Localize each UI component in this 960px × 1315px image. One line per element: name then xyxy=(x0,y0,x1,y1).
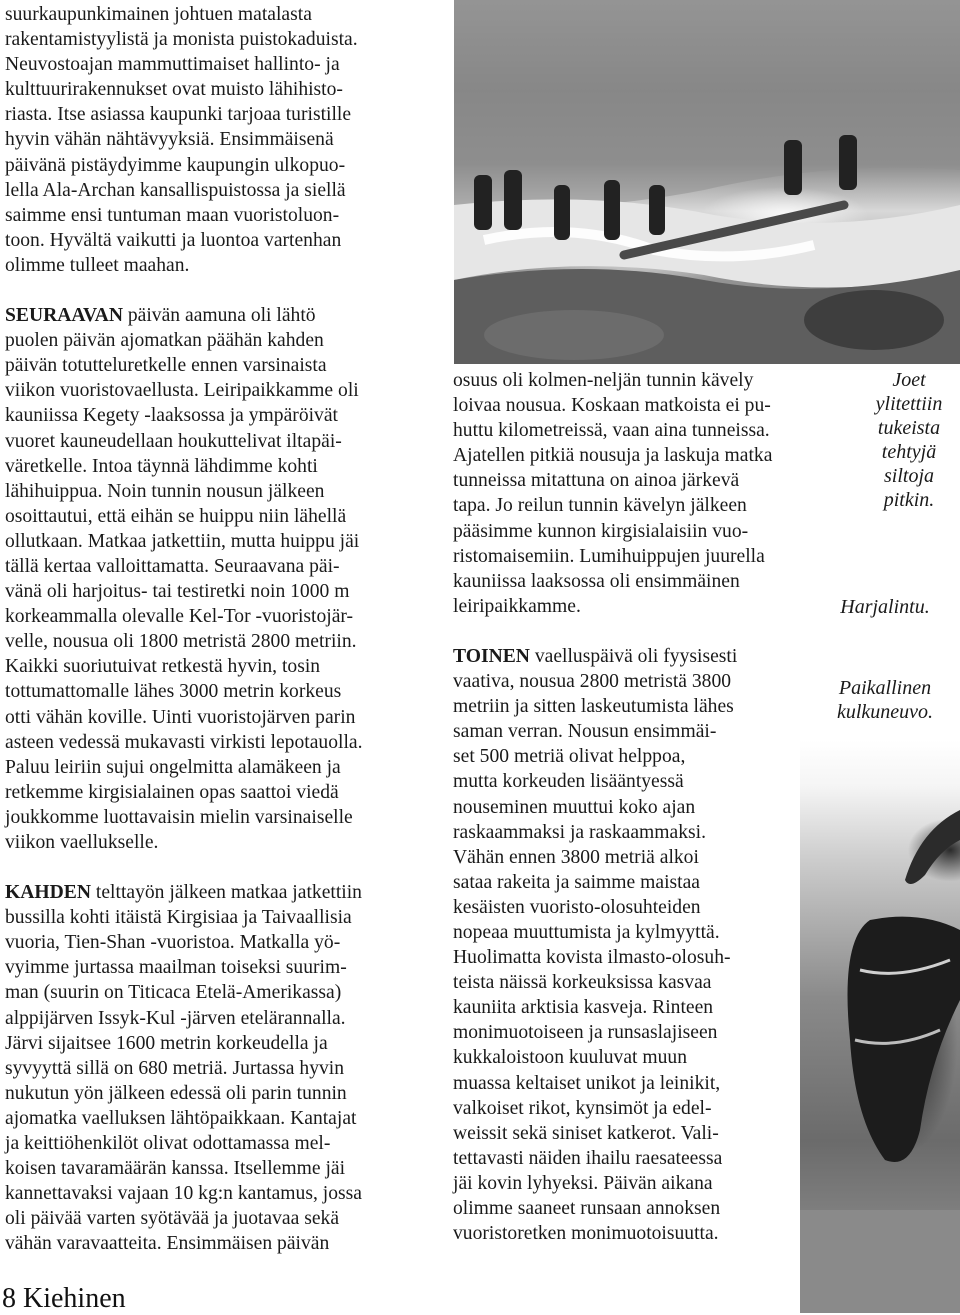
text-line: vuoret kauneudellaan houkuttelivat iltapäi- xyxy=(5,430,342,452)
text-line: bussilla kohti itäistä Kirgisiaa ja Taivaallisia xyxy=(5,907,352,929)
text-line: puolen päivän ajomatkan päähän kahden xyxy=(5,330,324,352)
caption-line: Paikallinen xyxy=(838,677,932,699)
text-line: ajomatka vaelluksen lähtöpaikkaan. Kantajat xyxy=(5,1107,357,1129)
caption-line: siltoja xyxy=(883,465,934,487)
caption-line: Joet xyxy=(892,369,926,391)
text-line: kauniissa laaksossa oli ensimmäinen xyxy=(453,570,740,592)
text-line: ristomaisemiin. Lumihuippujen juurella xyxy=(453,545,765,567)
text-line: asteen vedessä mukavasti virkisti lepotauolla. xyxy=(5,731,363,753)
horse-rider-illustration xyxy=(800,740,960,1313)
text-line: sataa rakeita ja saimme maistaa xyxy=(453,871,700,893)
text-line: kauniissa Kegety -laaksossa ja ympäröivät xyxy=(5,405,338,427)
text-line: huttu kilometreissä, vaan aina tunneissa. xyxy=(453,420,770,442)
paragraph-lead-word: TOINEN xyxy=(453,645,530,667)
text-line: suurkaupunkimainen johtuen matalasta xyxy=(5,4,312,25)
text-line: tällä kertaa valloittamatta. Seuraavana päi- xyxy=(5,555,340,577)
horse-rider-photo xyxy=(800,740,960,1313)
text-line-rest: vaelluspäivä oli fyysisesti xyxy=(529,645,738,667)
text-line: velle, nousua oli 1800 metristä 2800 metriin. xyxy=(5,631,357,653)
caption-line: tehtyjä xyxy=(881,441,937,463)
paragraph-continued xyxy=(453,368,833,619)
caption-line: ylitettiin xyxy=(875,393,943,415)
text-line: Neuvostoajan mammuttimaiset hallinto- ja xyxy=(5,54,340,76)
article-column-middle xyxy=(453,368,833,1246)
paragraph-lead-word: KAHDEN xyxy=(5,882,92,904)
text-line xyxy=(5,303,445,328)
text-line: Järvi sijaitsee 1600 metrin korkeudella ja xyxy=(5,1032,328,1054)
text-line: alppijärven Issyk-Kul -järven etelärannalla. xyxy=(5,1007,346,1029)
text-line: lella Ala-Archan kansallispuistossa ja siellä xyxy=(5,179,346,201)
text-line: mutta korkeuden lisääntyessä xyxy=(453,771,684,793)
paragraph-toinen xyxy=(453,644,833,1246)
text-line: saimme ensi tuntuman maan vuoristoluon- xyxy=(5,204,340,226)
text-line: väretkelle. Intoa täynnä lähdimme kohti xyxy=(5,455,318,477)
caption-line: tukeista xyxy=(877,417,941,439)
text-line: kauniita arktisia kasveja. Rinteen xyxy=(453,997,714,1019)
text-line: Paluu leiriin sujui ongelmitta alamäkeen ja xyxy=(5,756,341,778)
text-line: hyvin vähän nähtävyyksiä. Ensimmäisenä xyxy=(5,129,334,151)
text-line: viikon vaellukselle. xyxy=(5,832,159,853)
text-line: syvyyttä sillä on 680 metriä. Jurtassa hyvin xyxy=(5,1057,345,1079)
text-line: Kaikki suoriutuivat retkestä hyvin, tosin xyxy=(5,656,321,678)
page-footer xyxy=(2,1283,126,1315)
paragraph-seuraavan xyxy=(5,303,445,855)
text-line: leiripaikkamme. xyxy=(453,595,581,617)
text-line: lähihuippua. Noin tunnin nousun jälkeen xyxy=(5,480,325,502)
text-line: koisen tavaramäärän kanssa. Itsellemme jäi xyxy=(5,1158,346,1180)
text-line: ja keittiöhenkilöt olivat odottamassa mel- xyxy=(5,1133,331,1155)
paragraph-kahden xyxy=(5,880,445,1256)
text-line: kulttuurirakennukset ovat muisto lähihisto- xyxy=(5,79,343,101)
text-line: ollutkaan. Matkaa jatkettiin, mutta huippu jäi xyxy=(5,530,360,552)
text-line-rest: päivän aamuna oli lähtö xyxy=(122,305,316,327)
river-crossing-illustration xyxy=(454,0,960,364)
text-line: päivän totutteluretkelle ennen varsinaista xyxy=(5,355,327,377)
text-line: joukkomme luottavaisin mielin varsinaiselle xyxy=(5,806,353,828)
photo-caption-bridge xyxy=(850,368,960,512)
text-line: set 500 metriä olivat helppoa, xyxy=(453,746,686,768)
text-line: saman verran. Nousun ensimmäi- xyxy=(453,721,717,743)
text-line xyxy=(5,880,445,905)
text-line: osoittautui, että eihän se huippu niin lähellä xyxy=(5,505,347,527)
text-line: monimuotoiseen ja runsaslajiseen xyxy=(453,1022,718,1044)
caption-line: pitkin. xyxy=(883,489,935,511)
caption-line: kulkuneuvo. xyxy=(836,701,934,723)
text-line: otti vähän koville. Uinti vuoristojärven parin xyxy=(5,706,356,728)
text-line xyxy=(453,644,833,669)
text-line: pääsimme kunnon kirgisialaisiin vuo- xyxy=(453,520,749,542)
text-line: loivaa nousua. Koskaan matkoista ei pu- xyxy=(453,395,771,417)
text-line: vänä oli harjoitus- tai testiretki noin 1000 m xyxy=(5,581,350,603)
text-line: rakentamistyylistä ja monista puistokaduista. xyxy=(5,29,358,51)
text-line: kesäisten vuoristo-olosuhteiden xyxy=(453,896,701,918)
paragraph-intro xyxy=(5,2,445,278)
text-line: tapa. Jo reilun tunnin kävelyn jälkeen xyxy=(453,495,747,517)
text-line: tettavasti näiden ihailu raesateessa xyxy=(453,1147,723,1169)
text-line: olimme tulleet maahan. xyxy=(5,254,190,276)
text-line: teista näissä korkeuksissa kasvaa xyxy=(453,972,712,994)
text-line: olimme saaneet runsaan annoksen xyxy=(453,1198,721,1219)
text-line: vaativa, nousua 2800 metristä 3800 xyxy=(453,671,732,693)
text-line: vyimme jurtassa maailman toiseksi suurim- xyxy=(5,957,347,979)
text-line: kannettavaksi vajaan 10 kg:n kantamus, jossa xyxy=(5,1183,362,1205)
text-line: viikon vuoristovaellusta. Leiripaikkamme oli xyxy=(5,380,359,402)
river-crossing-photo xyxy=(454,0,960,364)
text-line: nukutun yön jälkeen edessä oli parin tunnin xyxy=(5,1082,347,1104)
text-line: päivänä pistäydyimme kaupungin ulkopuo- xyxy=(5,154,346,176)
text-line: weissit sekä siniset katkerot. Vali- xyxy=(453,1122,719,1144)
text-line: vuoria, Tien-Shan -vuoristoa. Matkalla yö- xyxy=(5,932,341,954)
text-line: vähän varavaatteita. Ensimmäisen päivän xyxy=(5,1233,330,1255)
text-line: korkeammalla olevalle Kel-Tor -vuoristojär- xyxy=(5,606,354,628)
text-line: retkemme kirgisialainen opas saattoi viedä xyxy=(5,781,339,803)
text-line: osuus oli kolmen-neljän tunnin kävely xyxy=(453,370,754,391)
text-line: tottumattomalle lähes 3000 metrin korkeus xyxy=(5,681,342,703)
text-line: kukkaloistoon kuuluvat muun xyxy=(453,1047,688,1069)
text-line: Vähän ennen 3800 metriä alkoi xyxy=(453,846,699,868)
article-column-left xyxy=(5,2,445,1257)
text-line: tunneissa mitattuna on ainoa järkevä xyxy=(453,470,740,492)
text-line: nouseminen muuttui koko ajan xyxy=(453,796,696,818)
text-line: oli päivää varten syötävää ja juotavaa sekä xyxy=(5,1208,340,1230)
text-line: toon. Hyvältä vaikutti ja luontoa vartenhan xyxy=(5,229,342,251)
paragraph-lead-word: SEURAAVAN xyxy=(5,305,123,327)
text-line: Huolimatta kovista ilmasto-olosuh- xyxy=(453,947,731,969)
page-number: 8 xyxy=(2,1283,16,1314)
text-line: muassa keltaiset unikot ja leinikit, xyxy=(453,1072,721,1094)
text-line: raskaammaksi ja raskaammaksi. xyxy=(453,821,706,843)
text-line-rest: telttayön jälkeen matkaa jatkettiin xyxy=(91,882,362,904)
text-line: vuoristoretken monimuotoisuutta. xyxy=(453,1223,719,1245)
text-line: Ajatellen pitkiä nousuja ja laskuja matka xyxy=(453,445,773,467)
text-line: valkoiset rikot, kynsimöt ja edel- xyxy=(453,1097,712,1119)
magazine-name: Kiehinen xyxy=(23,1283,126,1314)
text-line: metriin ja sitten laskeutumista lähes xyxy=(453,696,734,718)
text-line: riasta. Itse asiassa kaupunki tarjoaa turistille xyxy=(5,104,352,126)
text-line: nopeaa muuttumista ja kylmyyttä. xyxy=(453,921,720,943)
photo-caption-vehicle xyxy=(815,676,955,724)
text-line: jäi kovin lyhyeksi. Päivän aikana xyxy=(453,1172,713,1194)
photo-caption-bird: Harjalintu. xyxy=(840,596,930,618)
text-line: man (suurin on Titicaca Etelä-Amerikassa) xyxy=(5,982,342,1004)
